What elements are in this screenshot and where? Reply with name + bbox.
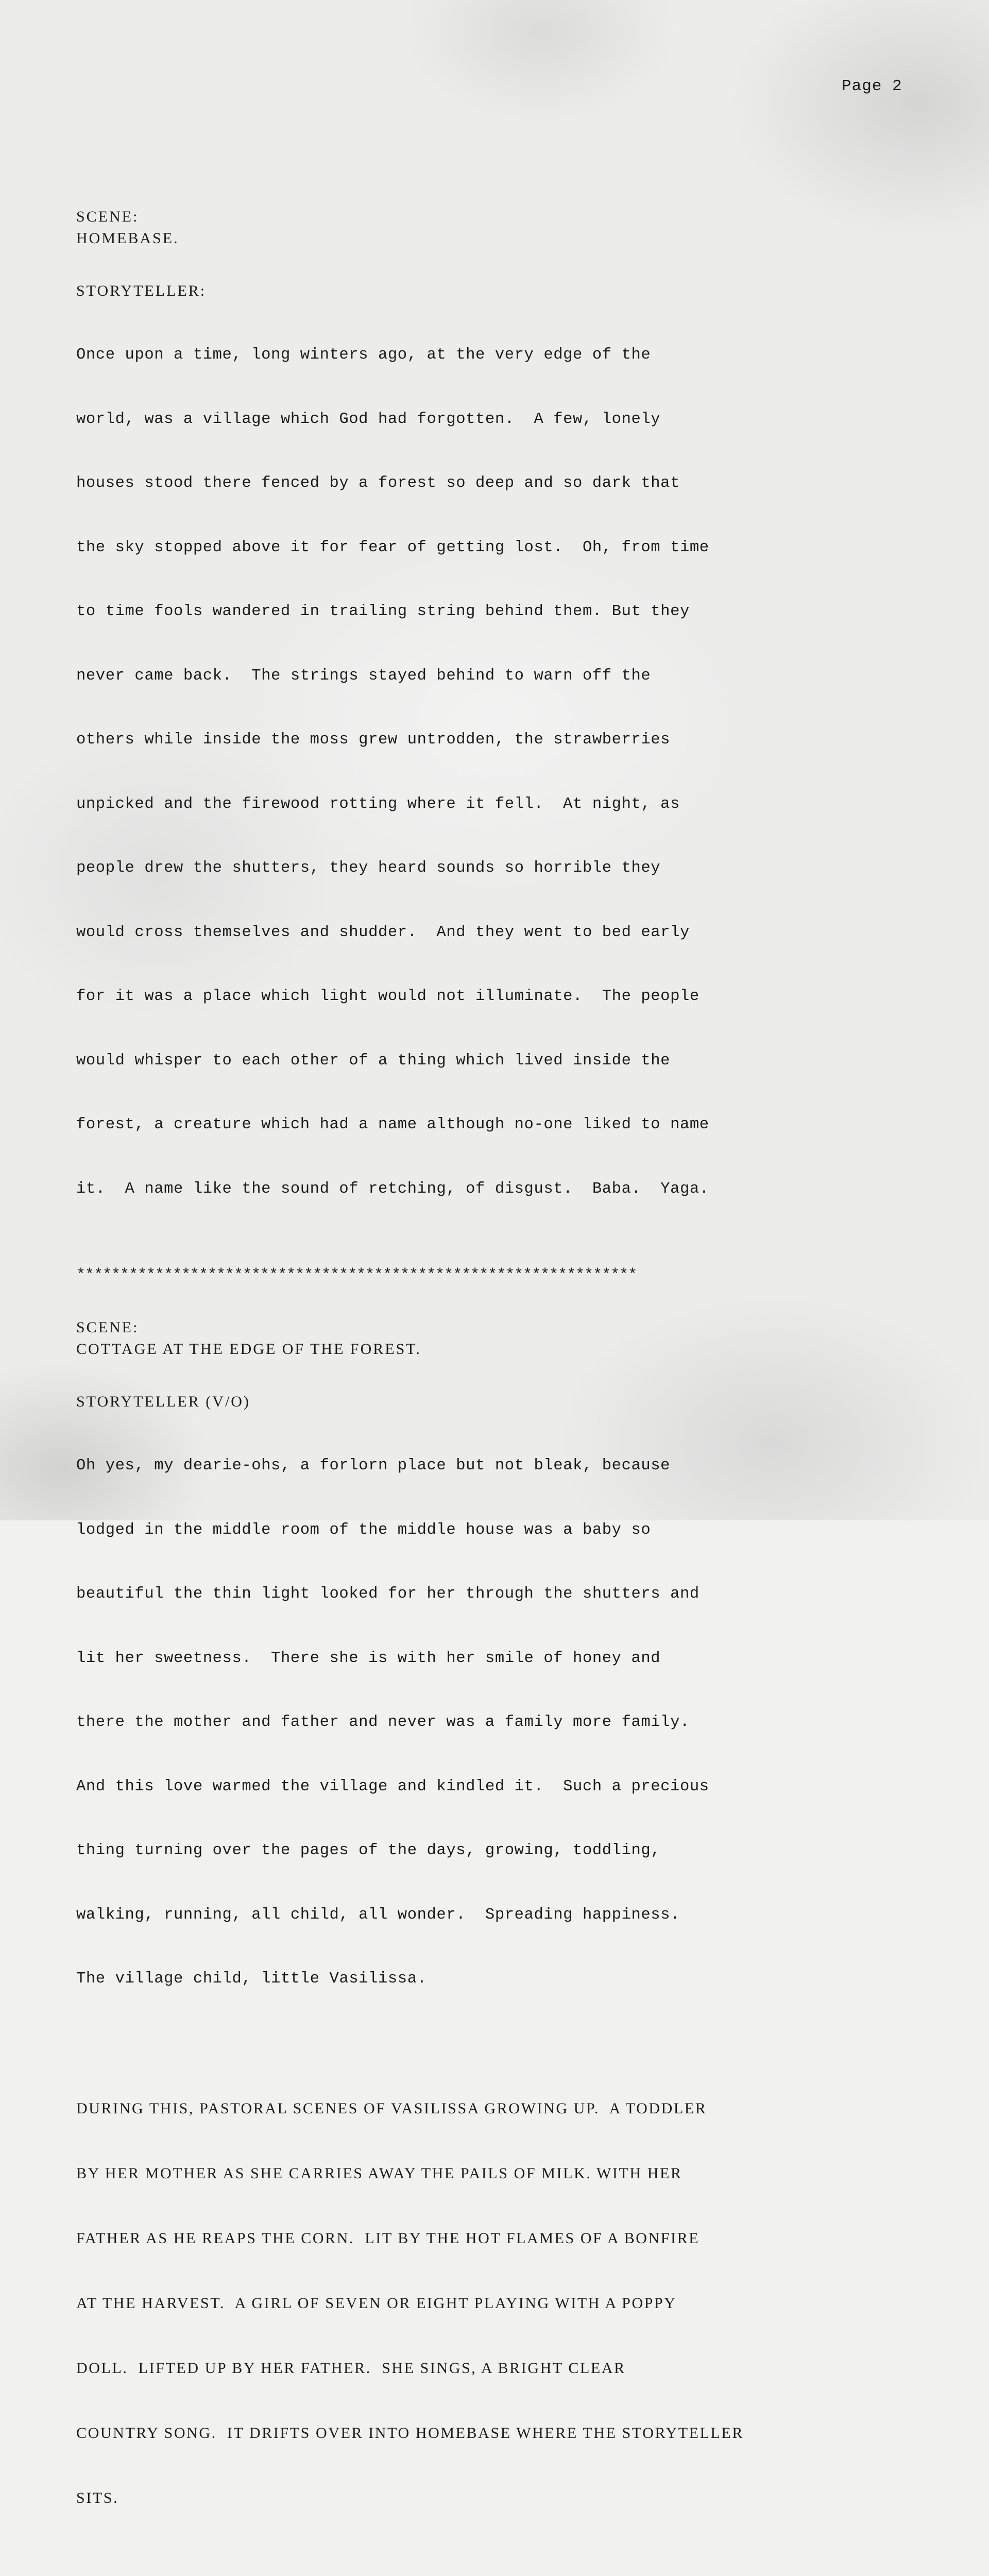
dialogue-block: [76, 1413, 931, 2033]
dialogue-line: would whisper to each other of a thing which lived inside the: [76, 1050, 931, 1072]
dialogue-line: people drew the shutters, they heard sounds so horrible they: [76, 858, 931, 879]
dialogue-line: lodged in the middle room of the middle house was a baby so: [76, 1520, 931, 1541]
dialogue-line: walking, running, all child, all wonder. Spreading happiness.: [76, 1905, 931, 1926]
dialogue-line: Once upon a time, long winters ago, at the very edge of the: [76, 345, 931, 366]
dialogue-line: for it was a place which light would not illuminate. The people: [76, 986, 931, 1008]
dialogue-line: the sky stopped above it for fear of getting lost. Oh, from time: [76, 537, 931, 559]
direction-line: FATHER AS HE REAPS THE CORN. LIT BY THE HOT FLAMES OF A BONFIRE: [76, 2228, 931, 2249]
direction-line: BY HER MOTHER AS SHE CARRIES AWAY THE PAILS OF MILK. WITH HER: [76, 2163, 931, 2184]
direction-line: DURING THIS, PASTORAL SCENES OF VASILISSA GROWING UP. A TODDLER: [76, 2098, 931, 2120]
direction-line: DOLL. LIFTED UP BY HER FATHER. SHE SINGS, A BRIGHT CLEAR: [76, 2358, 931, 2379]
direction-line: SITS.: [76, 2487, 931, 2509]
dialogue-line: it. A name like the sound of retching, of disgust. Baba. Yaga.: [76, 1179, 931, 1200]
scene-separator: ****************************************************************: [76, 1264, 931, 1286]
dialogue-line: forest, a creature which had a name although no-one liked to name: [76, 1114, 931, 1136]
script-body: [76, 206, 931, 2576]
dialogue-line: And this love warmed the village and kindled it. Such a precious: [76, 1776, 931, 1798]
stage-direction: [76, 2055, 931, 2552]
dialogue-line: never came back. The strings stayed behind to warn off the: [76, 666, 931, 687]
dialogue-line: there the mother and father and never was a family more family.: [76, 1712, 931, 1734]
dialogue-block: [76, 302, 931, 1243]
scene-separator: [76, 2574, 931, 2576]
dialogue-line: The village child, little Vasilissa.: [76, 1969, 931, 1990]
speaker-label: STORYTELLER (V/O): [76, 1391, 931, 1413]
scene-label: SCENE:: [76, 206, 931, 228]
speaker-label: STORYTELLER:: [76, 280, 931, 302]
dialogue-line: Oh yes, my dearie-ohs, a forlorn place but not bleak, because: [76, 1455, 931, 1477]
dialogue-line: houses stood there fenced by a forest so deep and so dark that: [76, 473, 931, 495]
page-number: Page 2: [842, 77, 902, 95]
scene-label: SCENE:: [76, 1317, 931, 1338]
dialogue-line: lit her sweetness. There she is with her smile of honey and: [76, 1648, 931, 1670]
dialogue-line: beautiful the thin light looked for her through the shutters and: [76, 1584, 931, 1605]
dialogue-line: others while inside the moss grew untrodden, the strawberries: [76, 730, 931, 751]
scene-location: COTTAGE AT THE EDGE OF THE FOREST.: [76, 1338, 931, 1360]
direction-line: AT THE HARVEST. A GIRL OF SEVEN OR EIGHT PLAYING WITH A POPPY: [76, 2293, 931, 2314]
dialogue-line: thing turning over the pages of the days, growing, toddling,: [76, 1840, 931, 1862]
dialogue-line: to time fools wandered in trailing string behind them. But they: [76, 601, 931, 623]
dialogue-line: would cross themselves and shudder. And they went to bed early: [76, 922, 931, 944]
dialogue-line: world, was a village which God had forgotten. A few, lonely: [76, 409, 931, 431]
scene-location: HOMEBASE.: [76, 228, 931, 249]
direction-line: COUNTRY SONG. IT DRIFTS OVER INTO HOMEBASE WHERE THE STORYTELLER: [76, 2422, 931, 2444]
dialogue-line: unpicked and the firewood rotting where it fell. At night, as: [76, 794, 931, 816]
